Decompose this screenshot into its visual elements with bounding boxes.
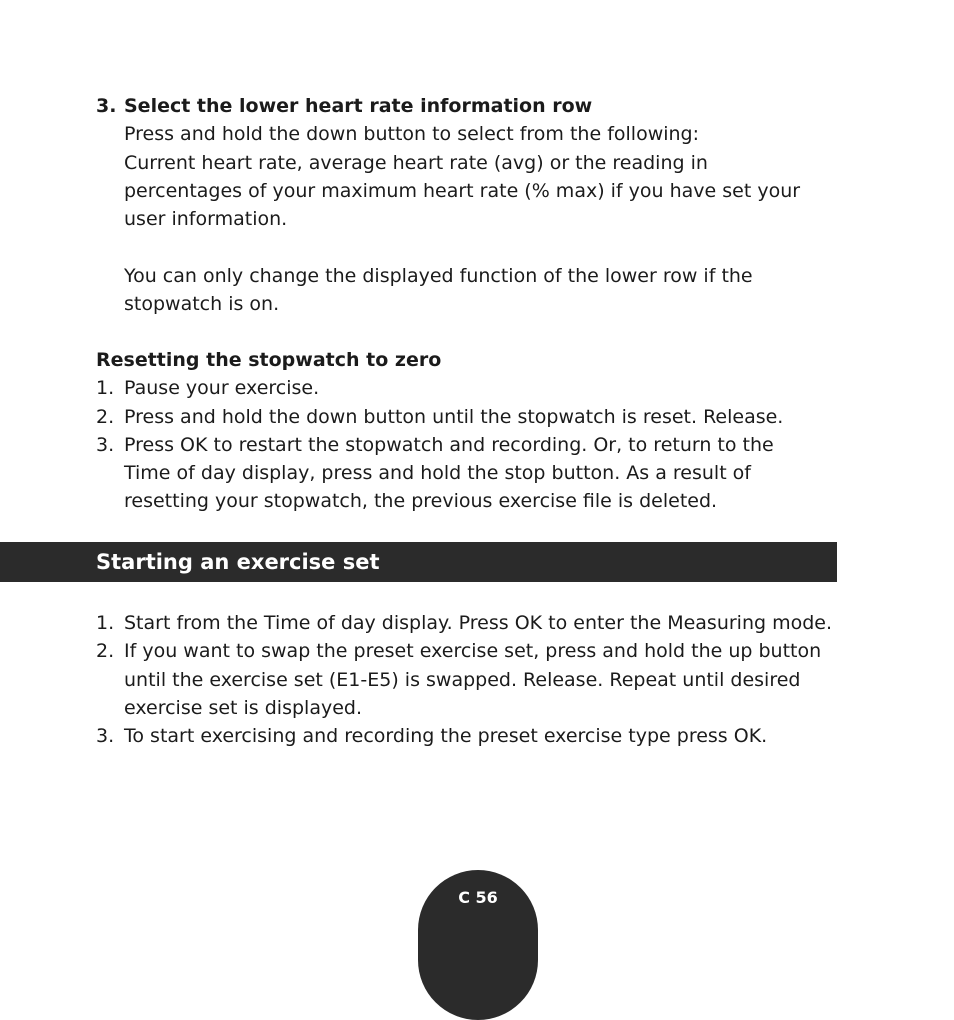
list-item <box>96 403 783 431</box>
list-item-continuation: Time of day display, press and hold the stop button. As a result of <box>124 462 751 485</box>
list-item-text: If you want to swap the preset exercise set, press and hold the up button <box>124 640 822 663</box>
paragraph-gap <box>96 233 800 261</box>
step-3-line: Current heart rate, average heart rate (avg) or the reading in <box>124 151 708 174</box>
step-3-heading-row <box>96 92 800 120</box>
resetting-block <box>96 346 783 516</box>
list-item-number: 3. <box>96 725 115 748</box>
page-number: C 56 <box>458 888 498 907</box>
list-item-number: 1. <box>96 377 115 400</box>
list-item-number: 1. <box>96 612 115 634</box>
step-3-note-line: You can only change the displayed function of the lower row if the <box>124 264 753 287</box>
step-3-note-line: stopwatch is on. <box>124 293 280 316</box>
step-3-heading: Select the lower heart rate information row <box>124 95 593 117</box>
section-banner <box>0 542 837 582</box>
list-item <box>96 609 832 637</box>
list-item-continuation: resetting your stopwatch, the previous exercise file is deleted. <box>124 490 718 513</box>
starting-block <box>96 609 832 750</box>
step-3-line: percentages of your maximum heart rate (% max) if you have set your <box>124 179 801 202</box>
list-item-continuation: until the exercise set (E1-E5) is swapped. Release. Repeat until desired <box>124 668 801 691</box>
list-item-number: 2. <box>96 405 115 428</box>
list-item-text: To start exercising and recording the preset exercise type press OK. <box>124 725 768 748</box>
list-item-text: Press and hold the down button until the stopwatch is reset. Release. <box>124 405 784 428</box>
list-item <box>96 637 832 665</box>
list-item-text: Press OK to restart the stopwatch and recording. Or, to return to the <box>124 433 774 456</box>
list-item-text: Pause your exercise. <box>124 377 320 400</box>
list-item-number: 2. <box>96 640 115 663</box>
step-3-line: user information. <box>124 208 288 231</box>
list-item <box>96 722 832 750</box>
step-3-number: 3. <box>96 95 117 117</box>
resetting-heading: Resetting the stopwatch to zero <box>96 349 442 371</box>
list-item-text: Start from the Time of day display. Press OK to enter the Measuring mode. <box>124 612 833 634</box>
step-3-line: Press and hold the down button to select from the following: <box>124 123 700 146</box>
section-title: Starting an exercise set <box>96 550 380 574</box>
list-item <box>96 431 783 459</box>
list-item-number: 3. <box>96 433 115 456</box>
page-number-tab <box>418 870 538 1020</box>
step-3-block <box>96 92 800 318</box>
list-item-continuation: exercise set is displayed. <box>124 696 363 719</box>
list-item <box>96 374 783 402</box>
